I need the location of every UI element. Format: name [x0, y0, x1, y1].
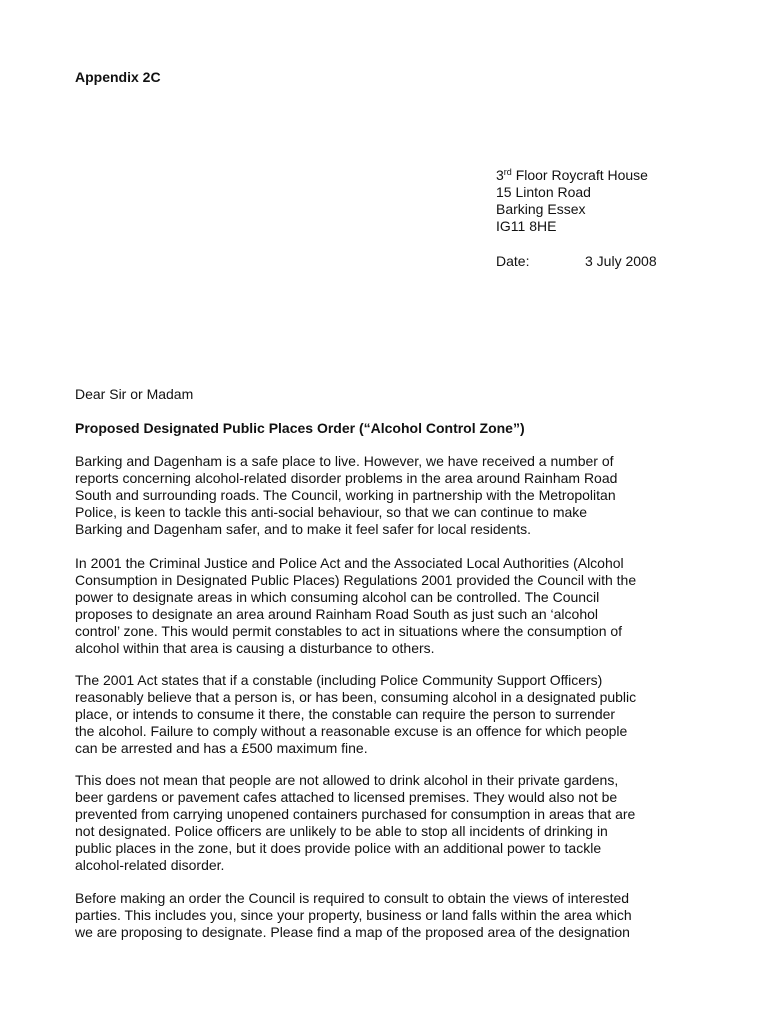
paragraph-2	[75, 555, 705, 657]
date-label: Date:	[496, 253, 530, 269]
date-value: 3 July 2008	[585, 253, 657, 269]
address-line-3: Barking Essex	[496, 201, 586, 217]
paragraph-4	[75, 772, 705, 874]
paragraph-line: Barking and Dagenham is a safe place to live. However, we have received a number of	[75, 453, 614, 469]
address-postcode: IG11 8HE	[496, 218, 557, 234]
salutation: Dear Sir or Madam	[75, 386, 194, 402]
paragraph-line: In 2001 the Criminal Justice and Police Act and the Associated Local Authorities (Alcohol	[75, 555, 624, 571]
paragraph-1	[75, 453, 705, 538]
paragraph-line: not designated. Police officers are unlikely to be able to stop all incidents of drinking in	[75, 823, 608, 839]
address-floor-number: 3	[496, 167, 504, 183]
address-floor-ordinal-suffix: rd	[503, 167, 512, 177]
paragraph-line: we are proposing to designate. Please find a map of the proposed area of the designation	[75, 924, 630, 940]
paragraph-5	[75, 890, 705, 941]
subject-heading: Proposed Designated Public Places Order (“Alcohol Control Zone”)	[75, 420, 525, 436]
paragraph-line: Consumption in Designated Public Places) Regulations 2001 provided the Council with the	[75, 572, 637, 588]
paragraph-line: Barking and Dagenham safer, and to make it feel safer for local residents.	[75, 521, 532, 537]
paragraph-line: alcohol-related disorder.	[75, 857, 225, 873]
paragraph-line: parties. This includes you, since your property, business or land falls within the area which	[75, 907, 632, 923]
paragraph-line: control’ zone. This would permit constables to act in situations where the consumption of	[75, 623, 623, 639]
paragraph-line: Before making an order the Council is required to consult to obtain the views of interested	[75, 890, 630, 906]
paragraph-line: place, or intends to consume it there, the constable can require the person to surrender	[75, 706, 616, 722]
paragraph-line: proposes to designate an area around Rainham Road South as just such an ‘alcohol	[75, 606, 599, 622]
date-row	[496, 253, 657, 270]
paragraph-line: The 2001 Act states that if a constable (including Police Community Support Officers)	[75, 672, 603, 688]
address-building: Floor Roycraft House	[511, 167, 648, 183]
address-line-1	[496, 167, 648, 184]
paragraph-line: reasonably believe that a person is, or has been, consuming alcohol in a designated public	[75, 689, 637, 705]
paragraph-line: reports concerning alcohol-related disorder problems in the area around Rainham Road	[75, 470, 618, 486]
appendix-label: Appendix 2C	[75, 69, 161, 85]
paragraph-line: public places in the zone, but it does provide police with an additional power to tackle	[75, 840, 602, 856]
paragraph-line: power to designate areas in which consuming alcohol can be controlled. The Council	[75, 589, 600, 605]
paragraph-line: prevented from carrying unopened containers purchased for consumption in areas that are	[75, 806, 636, 822]
paragraph-line: the alcohol. Failure to comply without a reasonable excuse is an offence for which people	[75, 723, 628, 739]
paragraph-line: This does not mean that people are not allowed to drink alcohol in their private gardens,	[75, 772, 619, 788]
paragraph-line: South and surrounding roads. The Council, working in partnership with the Metropolitan	[75, 487, 616, 503]
paragraph-line: Police, is keen to tackle this anti-social behaviour, so that we can continue to make	[75, 504, 588, 520]
paragraph-line: beer gardens or pavement cafes attached to licensed premises. They would also not be	[75, 789, 618, 805]
paragraph-line: alcohol within that area is causing a disturbance to others.	[75, 640, 435, 656]
paragraph-line: can be arrested and has a £500 maximum fine.	[75, 740, 368, 756]
sender-address	[496, 167, 648, 235]
address-line-2: 15 Linton Road	[496, 184, 591, 200]
paragraph-3	[75, 672, 705, 757]
